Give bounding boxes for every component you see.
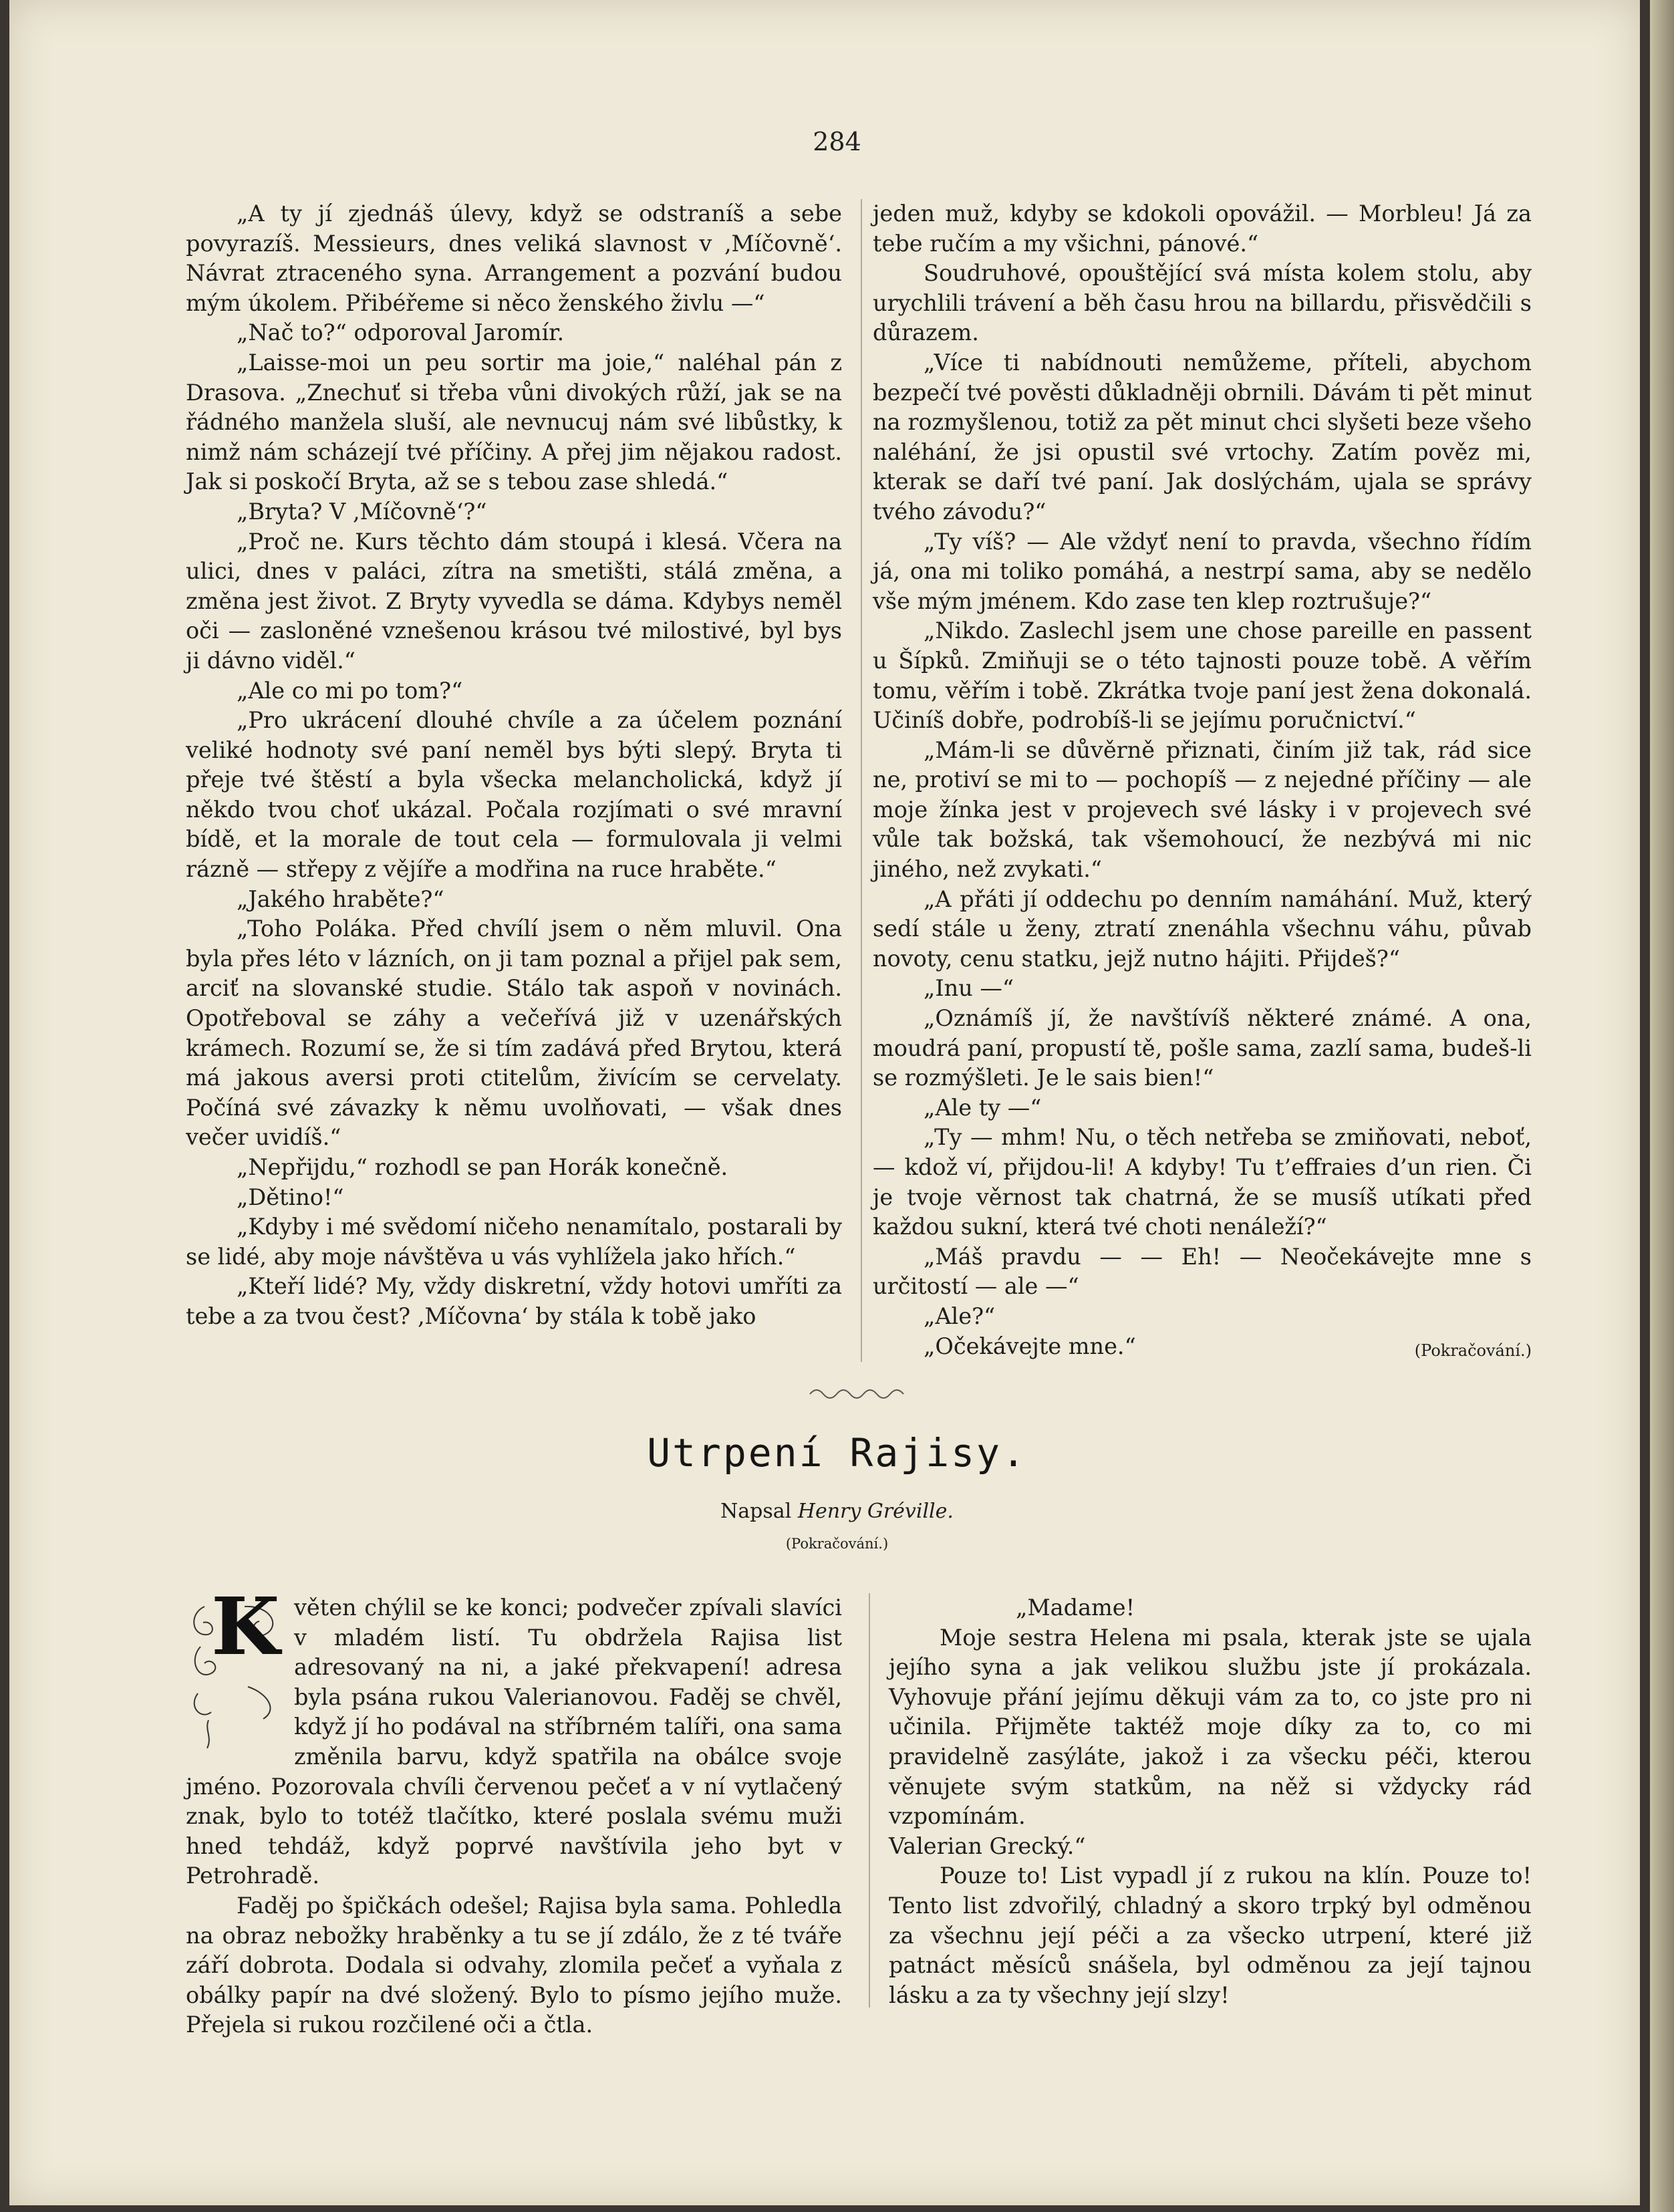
paragraph-text: „Očekávejte mne.“	[924, 1333, 1136, 1359]
paragraph: „Jakého hraběte?“	[237, 885, 444, 912]
byline-prefix: Napsal	[720, 1500, 792, 1523]
upper-left-column	[186, 199, 842, 1332]
paragraph: „Kdyby i mé svědomí ničeho nenamítalo, postarali by se lidé, aby moje návštěva u vás vyhlížela jako hřích.“	[186, 1214, 842, 1270]
continued-note: (Pokračování.)	[785, 1536, 889, 1552]
paragraph: Soudruhové, opouštějící svá místa kolem stolu, aby urychlili trávení a běh času hrou na billardu, přisvědčili s důrazem.	[873, 260, 1532, 346]
paragraph: „Pro ukrácení dlouhé chvíle a za účelem poznání veliké hodnoty své paní neměl bys býti slepý. Bryta ti přeje tvé štěstí a byla všecka melancholická, když jí někdo tvou choť ukázal. Počala rozjímati o své mravní bídě, et la morale de tout cela — formulovala ji velmi rázně — střepy z vějíře a modřina na ruce hraběte.“	[186, 707, 842, 883]
letter-signature: Valerian Grecký.“	[889, 1832, 1086, 1859]
paragraph: „Inu —“	[924, 975, 1014, 1002]
ornament-divider	[809, 1385, 909, 1399]
page-edge	[1650, 0, 1674, 2212]
byline	[0, 1500, 1674, 1523]
paragraph: „Více ti nabídnouti nemůžeme, příteli, abychom bezpečí tvé pověsti důkladněji obrnili. Dávám ti pět minut na rozmyšlenou, totiž za pět minut chci slyšeti beze všeho naléhání, že jsi opustil své vrtochy. Zatím pověz mi, kterak se daří tvé paní. Jak doslýchám, ujala se správy tvého závodu?“	[873, 349, 1532, 525]
paragraph: „Ale ty —“	[924, 1094, 1042, 1121]
paragraph: „Mám-li se důvěrně přiznati, činím již tak, rád sice ne, protiví se mi to — pochopíš — z nejedné příčiny — ale moje žínka jest v projevech své lásky i v projevech své vůle tak božská, tak všemohoucí, že nezbývá mi nic jiného, než zvykati.“	[873, 736, 1532, 883]
story-title: Utrpení Rajisy.	[647, 1430, 1027, 1476]
paragraph: „Ty — mhm! Nu, o těch netřeba se zmiňovati, neboť, — kdož ví, přijdou-li! A kdyby! Tu t’effraies d’un rien. Či je tvoje věrnost tak chatrná, že se musíš utíkati před každou sukní, která tvé choti nenáleží?“	[873, 1124, 1532, 1240]
page-number: 284	[813, 127, 861, 156]
paragraph: „Kteří lidé? My, vždy diskretní, vždy hotovi umříti za tebe a za tvou čest? ‚Míčovna‘ by stála k tobě jako	[186, 1273, 842, 1329]
lower-right-column	[889, 1593, 1532, 2010]
paragraph: „Máš pravdu — — Eh! — Neočekávejte mne s určitostí — ale —“	[873, 1243, 1532, 1300]
paragraph-text: věten chýlil se ke konci; podvečer zpívali slavíci v mladém listí. Tu obdržela Rajisa list adresovaný na ni, a jaké překvapení! adresa byla psána rukou Valerianovou. Faděj se chvěl, když jí ho podával na stříbrném talíři, ona sama změnila barvu, když spatřila na obálce svoje jméno. Pozorovala chvíli červenou pečeť a v ní vytlačený znak, bylo to totéž tlačítko, které poslala svému muži hned tehdáž, když poprvé navštívila jeho byt v Petrohradě.	[186, 1595, 842, 1889]
upper-right-column	[873, 199, 1532, 1365]
paragraph: „Oznámíš jí, že navštívíš některé známé. A ona, moudrá paní, propustí tě, pošle sama, zazlí sama, budeš-li se rozmýšleti. Je le sais bien!“	[873, 1005, 1532, 1091]
paragraph	[186, 1580, 842, 1891]
column-rule	[861, 199, 862, 1362]
paragraph: „Bryta? V ‚Míčovně‘?“	[237, 498, 487, 525]
dropcap	[184, 1580, 285, 1754]
paragraph: „A přáti jí oddechu po denním namáhání. Muž, který sedí stále u ženy, ztratí znenáhla všechnu váhu, půvab novoty, cenu statku, jejž nutno hájiti. Přijdeš?“	[873, 885, 1532, 972]
paragraph: „Laisse-moi un peu sortir ma joie,“ naléhal pán z Drasova. „Znechuť si třeba vůni divokých růží, jak se na řádného manžela sluší, ale nevnucuj nám své libůstky, k nimž nám scházejí tvé příčiny. A přej jim nějakou radost. Jak si poskočí Bryta, až se s tebou zase shledá.“	[186, 349, 842, 495]
paragraph: „Nepřijdu,“ rozhodl se pan Horák konečně.	[237, 1154, 728, 1180]
paragraph: „Toho Poláka. Před chvílí jsem o něm mluvil. Ona byla přes léto v lázních, on ji tam poznal a přijel pak sem, arciť na slovanské studie. Stálo tak aspoň v novinách. Opotřeboval se záhy a večeřívá již v uzenářských krámech. Rozumí se, že si tím zadává před Brytou, která má jakous aversi proti ctitelům, živícím se cervelaty. Počíná své závazky k němu uvolňovati, — však dnes večer uvidíš.“	[186, 916, 842, 1151]
continued-label: (Pokračování.)	[1414, 1341, 1532, 1360]
paragraph-last	[873, 1332, 1532, 1362]
paragraph: „Proč ne. Kurs těchto dám stoupá i klesá. Včera na ulici, dnes v paláci, zítra na smetišti, stálá změna, a změna jest život. Z Bryty vyvedla se dáma. Kdybys neměl oči — zasloněné vznešenou krásou tvé milostivé, byl bys ji dávno viděl.“	[186, 528, 842, 674]
paragraph: Faděj po špičkách odešel; Rajisa byla sama. Pohledla na obraz nebožky hraběnky a tu se jí zdálo, že z té tváře září dobrota. Dodala si odvahy, zlomila pečeť a vyňala z obálky papír na dvé složený. Bylo to písmo jejího muže. Přejela si rukou rozčilené oči a čtla.	[186, 1892, 842, 2038]
paragraph: „Ale?“	[924, 1302, 996, 1329]
paragraph: Moje sestra Helena mi psala, kterak jste se ujala jejího syna a jak velikou službu jste jí prokázala. Vyhovuje přání jejímu děkuji vám za to, co jste pro ni učinila. Přijměte taktéž moje díky za to, co mi pravidelně zasýláte, jakož i za všecku péči, kterou věnujete svým statkům, na něž si vždycky rád vzpomínám.	[889, 1624, 1532, 1830]
letter-salutation: „Madame!	[1016, 1595, 1135, 1621]
dropcap-letter: K	[211, 1580, 280, 1673]
paragraph: Pouze to! List vypadl jí z rukou na klín. Pouze to! Tento list zdvořilý, chladný a skoro trpký byl odměnou za všechnu její péči a za všecko utrpení, které již patnáct měsíců snášela, byl odměnou za její tajnou lásku a za ty všechny její slzy!	[889, 1862, 1532, 2008]
paragraph: „Nikdo. Zaslechl jsem une chose pareille en passent u Šípků. Zmiňuji se o této tajnosti pouze tobě. A věřím tomu, věřím i tobě. Zkrátka tvoje paní jest žena dokonalá. Učiníš dobře, podrobíš-li se jejímu poručnictví.“	[873, 617, 1532, 734]
author-name: Henry Gréville.	[797, 1500, 954, 1523]
paragraph: „Ale co mi po tom?“	[237, 677, 463, 704]
paragraph: jeden muž, kdyby se kdokoli opovážil. — Morbleu! Já za tebe ručím a my všichni, pánové.“	[873, 200, 1532, 257]
paragraph: „A ty jí zjednáš úlevy, když se odstraníš a sebe povyrazíš. Messieurs, dnes veliká slavnost v ‚Míčovně‘. Návrat ztraceného syna. Arrangement a pozvání budou mým úkolem. Přibéřeme si něco ženského živlu —“	[186, 200, 842, 316]
paragraph: „Ty víš? — Ale vždyť není to pravda, všechno řídím já, ona mi toliko pomáhá, a nestrpí sama, aby se nedělo vše mým jménem. Kdo zase ten klep roztrušuje?“	[873, 528, 1532, 614]
paragraph: „Dětino!“	[237, 1184, 344, 1210]
paragraph: „Nač to?“ odporoval Jaromír.	[237, 319, 565, 346]
lower-left-column	[186, 1580, 842, 2040]
column-rule	[869, 1593, 870, 2008]
